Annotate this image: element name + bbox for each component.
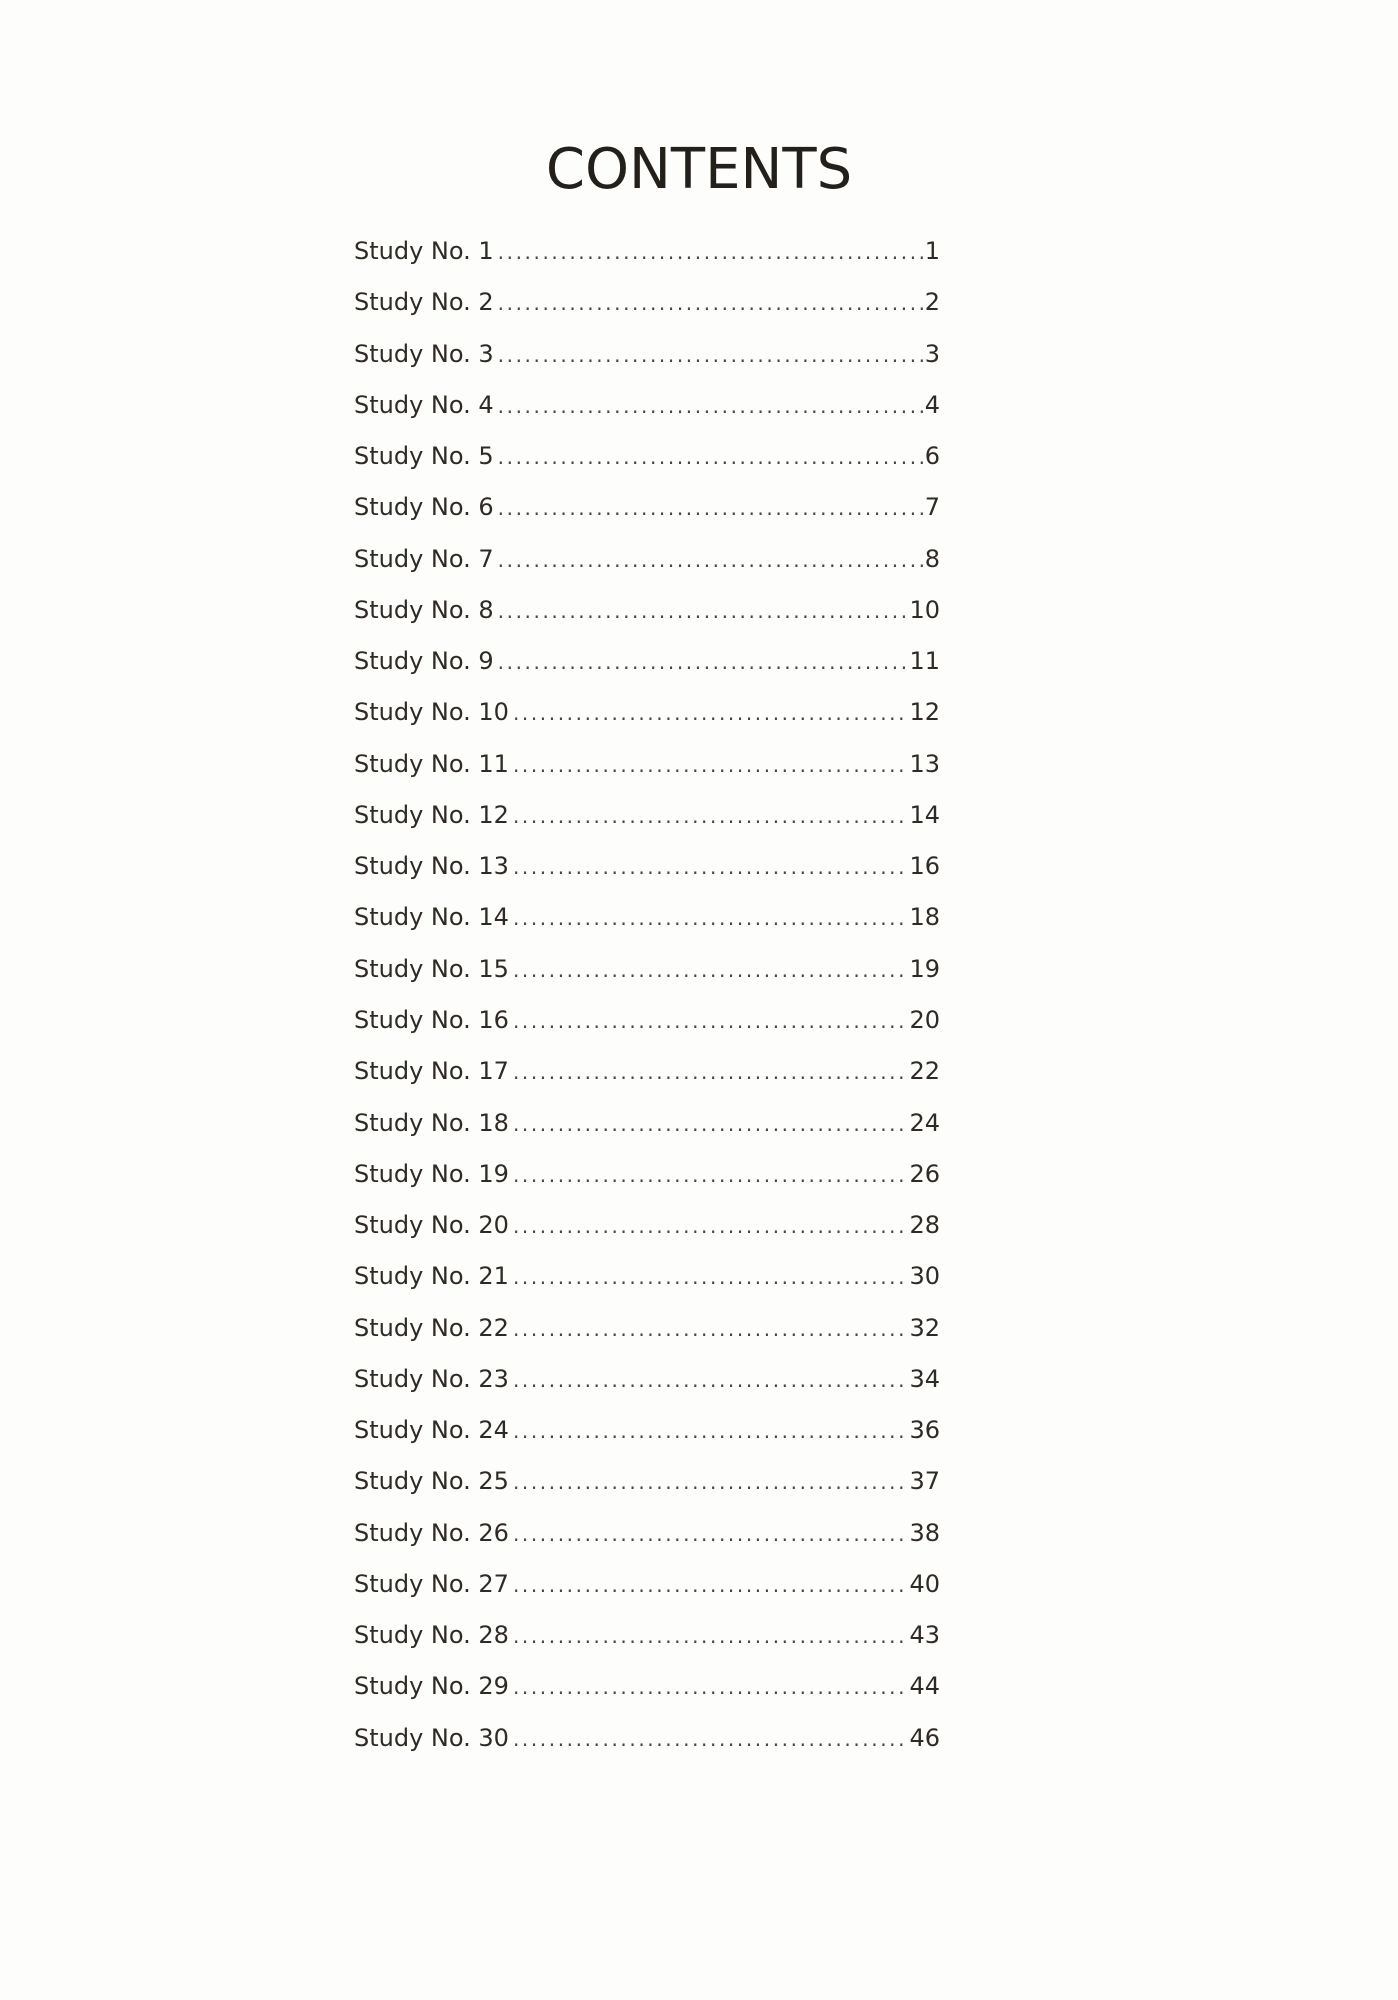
entry-page-number: 37 — [909, 1467, 940, 1496]
entry-label: Study No. 12 — [354, 800, 509, 829]
dot-leader — [498, 229, 923, 275]
dot-leader — [498, 485, 923, 531]
toc-entry — [354, 1202, 940, 1253]
entry-page-number: 1 — [924, 237, 940, 265]
dot-leader — [513, 1306, 908, 1352]
entry-label: Study No. 25 — [354, 1467, 509, 1496]
entry-page-number: 28 — [909, 1211, 940, 1240]
toc-entry — [354, 1510, 940, 1561]
entry-label: Study No. 13 — [354, 852, 509, 881]
dot-leader — [513, 1459, 908, 1505]
entry-page-number: 4 — [924, 390, 940, 419]
entry-page-number: 44 — [909, 1672, 940, 1701]
entry-page-number: 24 — [909, 1108, 940, 1137]
toc-entry — [354, 1100, 940, 1151]
entry-page-number: 40 — [909, 1569, 940, 1598]
entry-label: Study No. 9 — [354, 647, 494, 676]
toc-entry — [354, 689, 940, 740]
entry-page-number: 11 — [909, 647, 940, 676]
dot-leader — [513, 742, 908, 788]
toc-entry — [354, 587, 940, 638]
entry-label: Study No. 29 — [354, 1672, 509, 1701]
entry-page-number: 38 — [909, 1518, 940, 1547]
dot-leader — [498, 332, 923, 378]
entry-page-number: 3 — [924, 339, 940, 368]
toc-entry — [354, 1048, 940, 1099]
entry-label: Study No. 24 — [354, 1416, 509, 1445]
toc-entry — [354, 1561, 940, 1612]
dot-leader — [513, 1203, 908, 1249]
toc-entry — [354, 946, 940, 997]
entry-label: Study No. 14 — [354, 903, 509, 932]
toc-entry — [354, 331, 940, 382]
dot-leader — [513, 1613, 908, 1659]
dot-leader — [513, 1152, 908, 1198]
dot-leader — [513, 1254, 908, 1300]
entry-page-number: 26 — [909, 1159, 940, 1188]
toc-entry — [354, 1305, 940, 1356]
entry-label: Study No. 22 — [354, 1313, 509, 1342]
entry-page-number: 34 — [909, 1364, 940, 1393]
entry-label: Study No. 23 — [354, 1364, 509, 1393]
dot-leader — [513, 844, 908, 890]
dot-leader — [498, 383, 923, 429]
dot-leader — [513, 1664, 908, 1710]
toc-entry — [354, 638, 940, 689]
entry-label: Study No. 21 — [354, 1262, 509, 1291]
dot-leader — [498, 639, 908, 685]
entry-label: Study No. 10 — [354, 698, 509, 727]
entry-label: Study No. 17 — [354, 1057, 509, 1086]
entry-label: Study No. 11 — [354, 749, 509, 778]
entry-page-number: 30 — [909, 1262, 940, 1291]
dot-leader — [498, 434, 923, 480]
dot-leader — [513, 1101, 908, 1147]
toc-entry — [354, 1612, 940, 1663]
entry-label: Study No. 19 — [354, 1159, 509, 1188]
toc-entry — [354, 1715, 940, 1766]
entry-label: Study No. 18 — [354, 1108, 509, 1137]
dot-leader — [513, 947, 908, 993]
toc-entry — [354, 1151, 940, 1202]
dot-leader — [498, 280, 923, 326]
dot-leader — [513, 895, 908, 941]
page-title: CONTENTS — [545, 137, 853, 202]
table-of-contents — [354, 228, 940, 1766]
entry-page-number: 13 — [909, 749, 940, 778]
entry-page-number: 12 — [909, 698, 940, 727]
toc-entry — [354, 894, 940, 945]
toc-entry — [354, 484, 940, 535]
entry-label: Study No. 26 — [354, 1518, 509, 1547]
entry-label: Study No. 27 — [354, 1569, 509, 1598]
entry-label: Study No. 15 — [354, 954, 509, 983]
entry-page-number: 18 — [909, 903, 940, 932]
entry-label: Study No. 6 — [354, 493, 494, 522]
entry-page-number: 16 — [909, 852, 940, 881]
dot-leader — [513, 1408, 908, 1454]
toc-entry — [354, 1458, 940, 1509]
entry-label: Study No. 5 — [354, 442, 494, 471]
entry-page-number: 20 — [909, 1005, 940, 1034]
entry-page-number: 8 — [924, 544, 940, 573]
dot-leader — [513, 1716, 908, 1762]
entry-label: Study No. 30 — [354, 1723, 509, 1752]
toc-entry — [354, 433, 940, 484]
entry-page-number: 6 — [924, 442, 940, 471]
entry-page-number: 14 — [909, 800, 940, 829]
dot-leader — [513, 690, 908, 736]
entry-label: Study No. 2 — [354, 288, 494, 317]
toc-entry — [354, 382, 940, 433]
toc-entry — [354, 1407, 940, 1458]
entry-page-number: 7 — [924, 493, 940, 522]
entry-page-number: 19 — [909, 954, 940, 983]
dot-leader — [513, 998, 908, 1044]
dot-leader — [498, 588, 908, 634]
entry-page-number: 10 — [909, 595, 940, 624]
toc-entry — [354, 997, 940, 1048]
entry-page-number: 2 — [924, 288, 940, 317]
toc-entry — [354, 1663, 940, 1714]
toc-entry — [354, 1356, 940, 1407]
entry-label: Study No. 20 — [354, 1211, 509, 1240]
toc-entry — [354, 228, 940, 279]
toc-entry — [354, 536, 940, 587]
toc-entry — [354, 741, 940, 792]
toc-entry — [354, 1253, 940, 1304]
toc-entry — [354, 792, 940, 843]
toc-entry — [354, 279, 940, 330]
dot-leader — [498, 537, 923, 583]
entry-page-number: 22 — [909, 1057, 940, 1086]
toc-entry — [354, 843, 940, 894]
dot-leader — [513, 793, 908, 839]
entry-label: Study No. 3 — [354, 339, 494, 368]
entry-label: Study No. 4 — [354, 390, 494, 419]
entry-label: Study No. 1 — [354, 237, 494, 265]
entry-page-number: 43 — [909, 1621, 940, 1650]
entry-page-number: 36 — [909, 1416, 940, 1445]
dot-leader — [513, 1357, 908, 1403]
dot-leader — [513, 1562, 908, 1608]
entry-label: Study No. 28 — [354, 1621, 509, 1650]
entry-label: Study No. 8 — [354, 595, 494, 624]
dot-leader — [513, 1511, 908, 1557]
entry-page-number: 46 — [909, 1723, 940, 1752]
dot-leader — [513, 1049, 908, 1095]
entry-label: Study No. 16 — [354, 1005, 509, 1034]
entry-label: Study No. 7 — [354, 544, 494, 573]
entry-page-number: 32 — [909, 1313, 940, 1342]
